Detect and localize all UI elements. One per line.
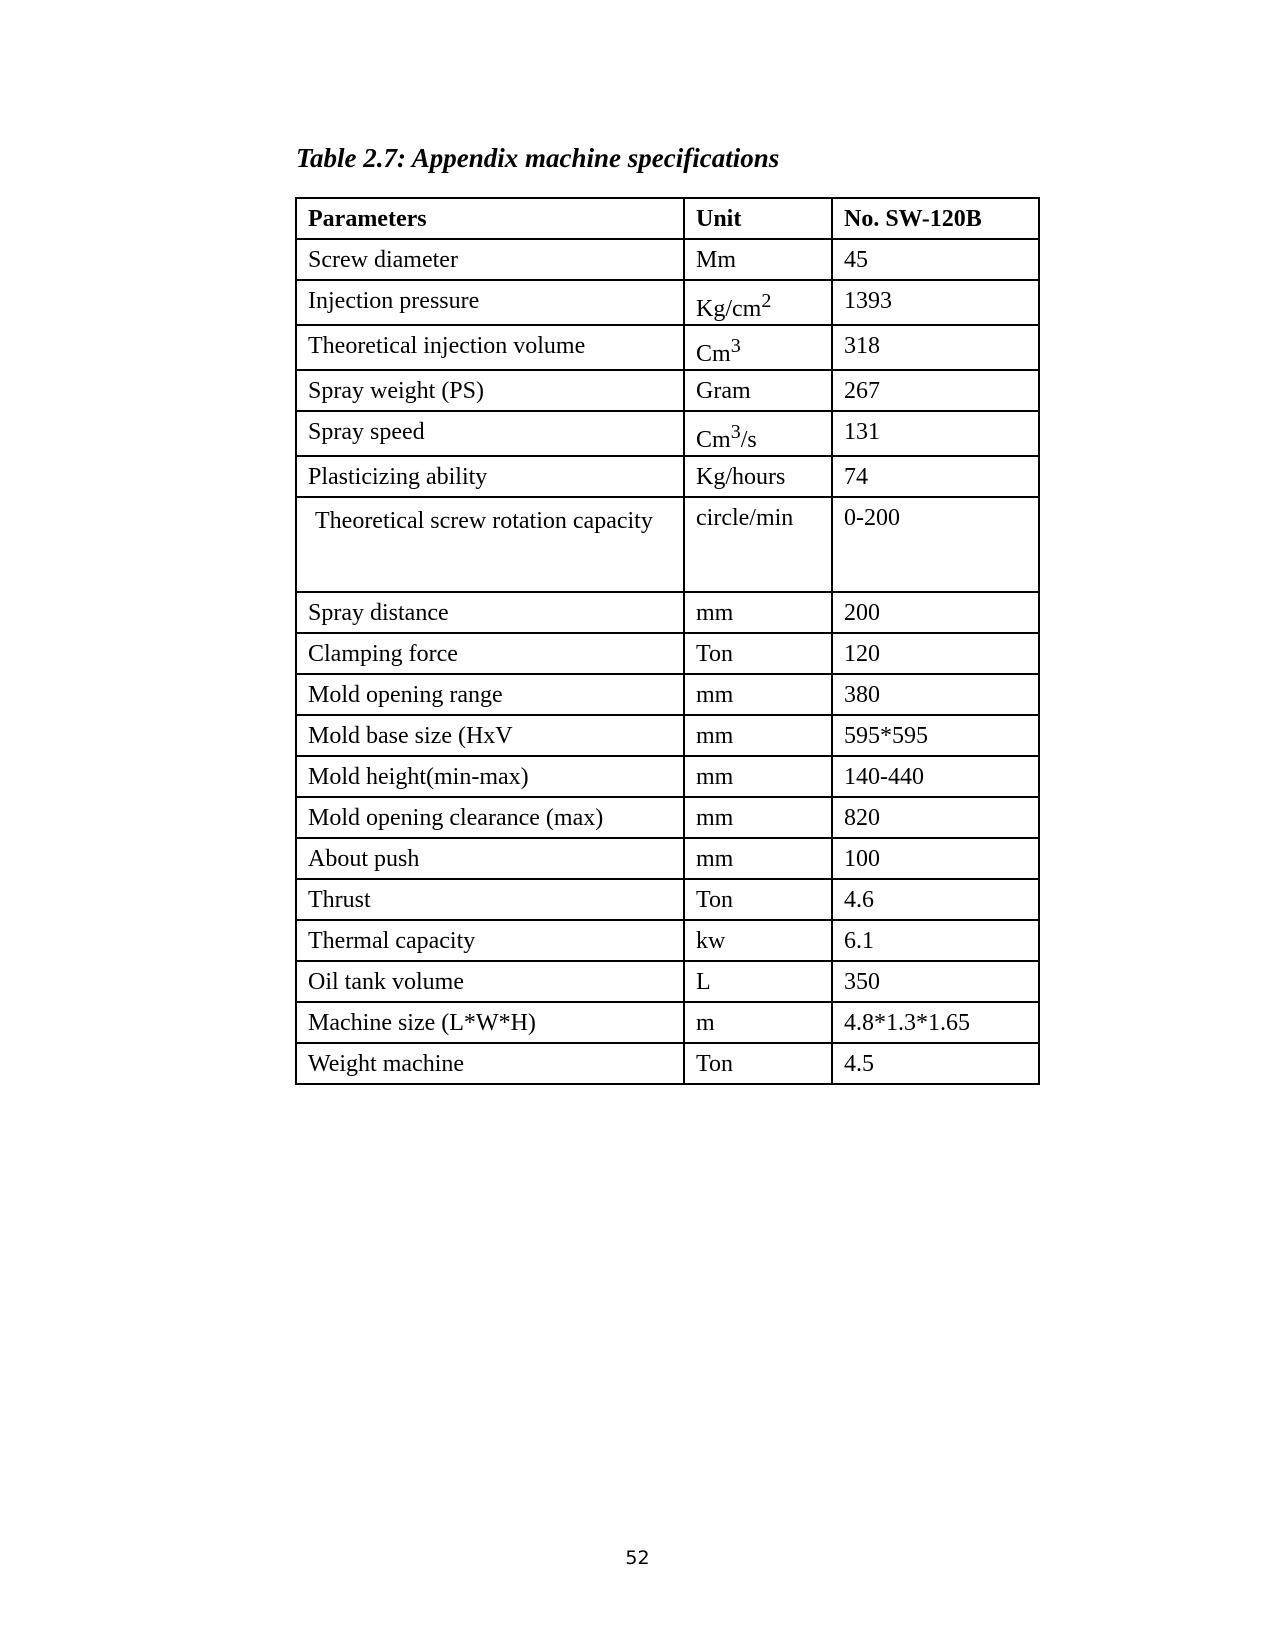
value-cell: 4.5	[832, 1043, 1039, 1084]
table-row	[296, 674, 1039, 715]
unit-cell: kw	[684, 920, 832, 961]
unit-cell: Ton	[684, 633, 832, 674]
parameter-cell: Machine size (L*W*H)	[296, 1002, 684, 1043]
parameter-cell: Mold opening clearance (max)	[296, 797, 684, 838]
unit-cell: mm	[684, 715, 832, 756]
value-cell: 0-200	[832, 497, 1039, 592]
unit-cell: Kg/hours	[684, 456, 832, 497]
table-row	[296, 633, 1039, 674]
unit-cell: mm	[684, 674, 832, 715]
unit-cell: L	[684, 961, 832, 1002]
unit-cell: mm	[684, 592, 832, 633]
unit-superscript: 3	[730, 335, 741, 357]
value-cell: 45	[832, 239, 1039, 280]
column-header-parameters: Parameters	[296, 198, 684, 239]
parameter-cell: About push	[296, 838, 684, 879]
table-row	[296, 797, 1039, 838]
table-row	[296, 756, 1039, 797]
parameter-cell: Thrust	[296, 879, 684, 920]
parameter-cell: Spray weight (PS)	[296, 370, 684, 411]
table-row	[296, 838, 1039, 879]
value-cell: 595*595	[832, 715, 1039, 756]
unit-cell	[684, 325, 832, 370]
unit-cell	[684, 280, 832, 325]
parameter-cell: Theoretical screw rotation capacity	[296, 497, 684, 592]
unit-cell: Ton	[684, 879, 832, 920]
unit-cell	[684, 411, 832, 456]
parameter-cell: Plasticizing ability	[296, 456, 684, 497]
table-header-row	[296, 198, 1039, 239]
value-cell: 4.6	[832, 879, 1039, 920]
unit-cell: m	[684, 1002, 832, 1043]
value-cell: 131	[832, 411, 1039, 456]
machine-specifications-table	[295, 197, 1040, 1085]
column-header-model: No. SW-120B	[832, 198, 1039, 239]
value-cell: 1393	[832, 280, 1039, 325]
unit-suffix: /s	[740, 427, 757, 453]
parameter-cell: Injection pressure	[296, 280, 684, 325]
value-cell: 820	[832, 797, 1039, 838]
value-cell: 4.8*1.3*1.65	[832, 1002, 1039, 1043]
value-cell: 100	[832, 838, 1039, 879]
unit-cell: Ton	[684, 1043, 832, 1084]
unit-cell: Gram	[684, 370, 832, 411]
value-cell: 120	[832, 633, 1039, 674]
table-row	[296, 879, 1039, 920]
value-cell: 380	[832, 674, 1039, 715]
table-row	[296, 497, 1039, 592]
column-header-unit: Unit	[684, 198, 832, 239]
table-row	[296, 325, 1039, 370]
parameter-cell: Clamping force	[296, 633, 684, 674]
table-row	[296, 280, 1039, 325]
parameter-cell: Theoretical injection volume	[296, 325, 684, 370]
page-number: 52	[625, 1547, 650, 1569]
unit-cell: mm	[684, 756, 832, 797]
unit-cell: mm	[684, 797, 832, 838]
value-cell: 267	[832, 370, 1039, 411]
unit-text: Cm	[696, 427, 731, 453]
parameter-cell: Mold base size (HxV	[296, 715, 684, 756]
parameter-cell: Weight machine	[296, 1043, 684, 1084]
parameter-cell: Screw diameter	[296, 239, 684, 280]
unit-cell: mm	[684, 838, 832, 879]
parameter-cell: Spray speed	[296, 411, 684, 456]
unit-cell: circle/min	[684, 497, 832, 592]
table-row	[296, 239, 1039, 280]
value-cell: 200	[832, 592, 1039, 633]
unit-superscript: 2	[761, 290, 772, 312]
value-cell: 350	[832, 961, 1039, 1002]
parameter-cell: Mold height(min-max)	[296, 756, 684, 797]
table-row	[296, 411, 1039, 456]
value-cell: 74	[832, 456, 1039, 497]
unit-superscript: 3	[730, 421, 741, 443]
table-row	[296, 1002, 1039, 1043]
value-cell: 140-440	[832, 756, 1039, 797]
parameter-cell: Spray distance	[296, 592, 684, 633]
table-caption: Table 2.7: Appendix machine specifications	[296, 143, 780, 173]
table-row	[296, 1043, 1039, 1084]
table-row	[296, 592, 1039, 633]
table-row	[296, 920, 1039, 961]
table-row	[296, 456, 1039, 497]
unit-text: Kg/cm	[696, 296, 762, 322]
parameter-cell: Thermal capacity	[296, 920, 684, 961]
table-row	[296, 370, 1039, 411]
unit-text: Cm	[696, 341, 731, 367]
parameter-cell: Oil tank volume	[296, 961, 684, 1002]
value-cell: 6.1	[832, 920, 1039, 961]
unit-cell: Mm	[684, 239, 832, 280]
table-row	[296, 961, 1039, 1002]
table-row	[296, 715, 1039, 756]
value-cell: 318	[832, 325, 1039, 370]
parameter-cell: Mold opening range	[296, 674, 684, 715]
